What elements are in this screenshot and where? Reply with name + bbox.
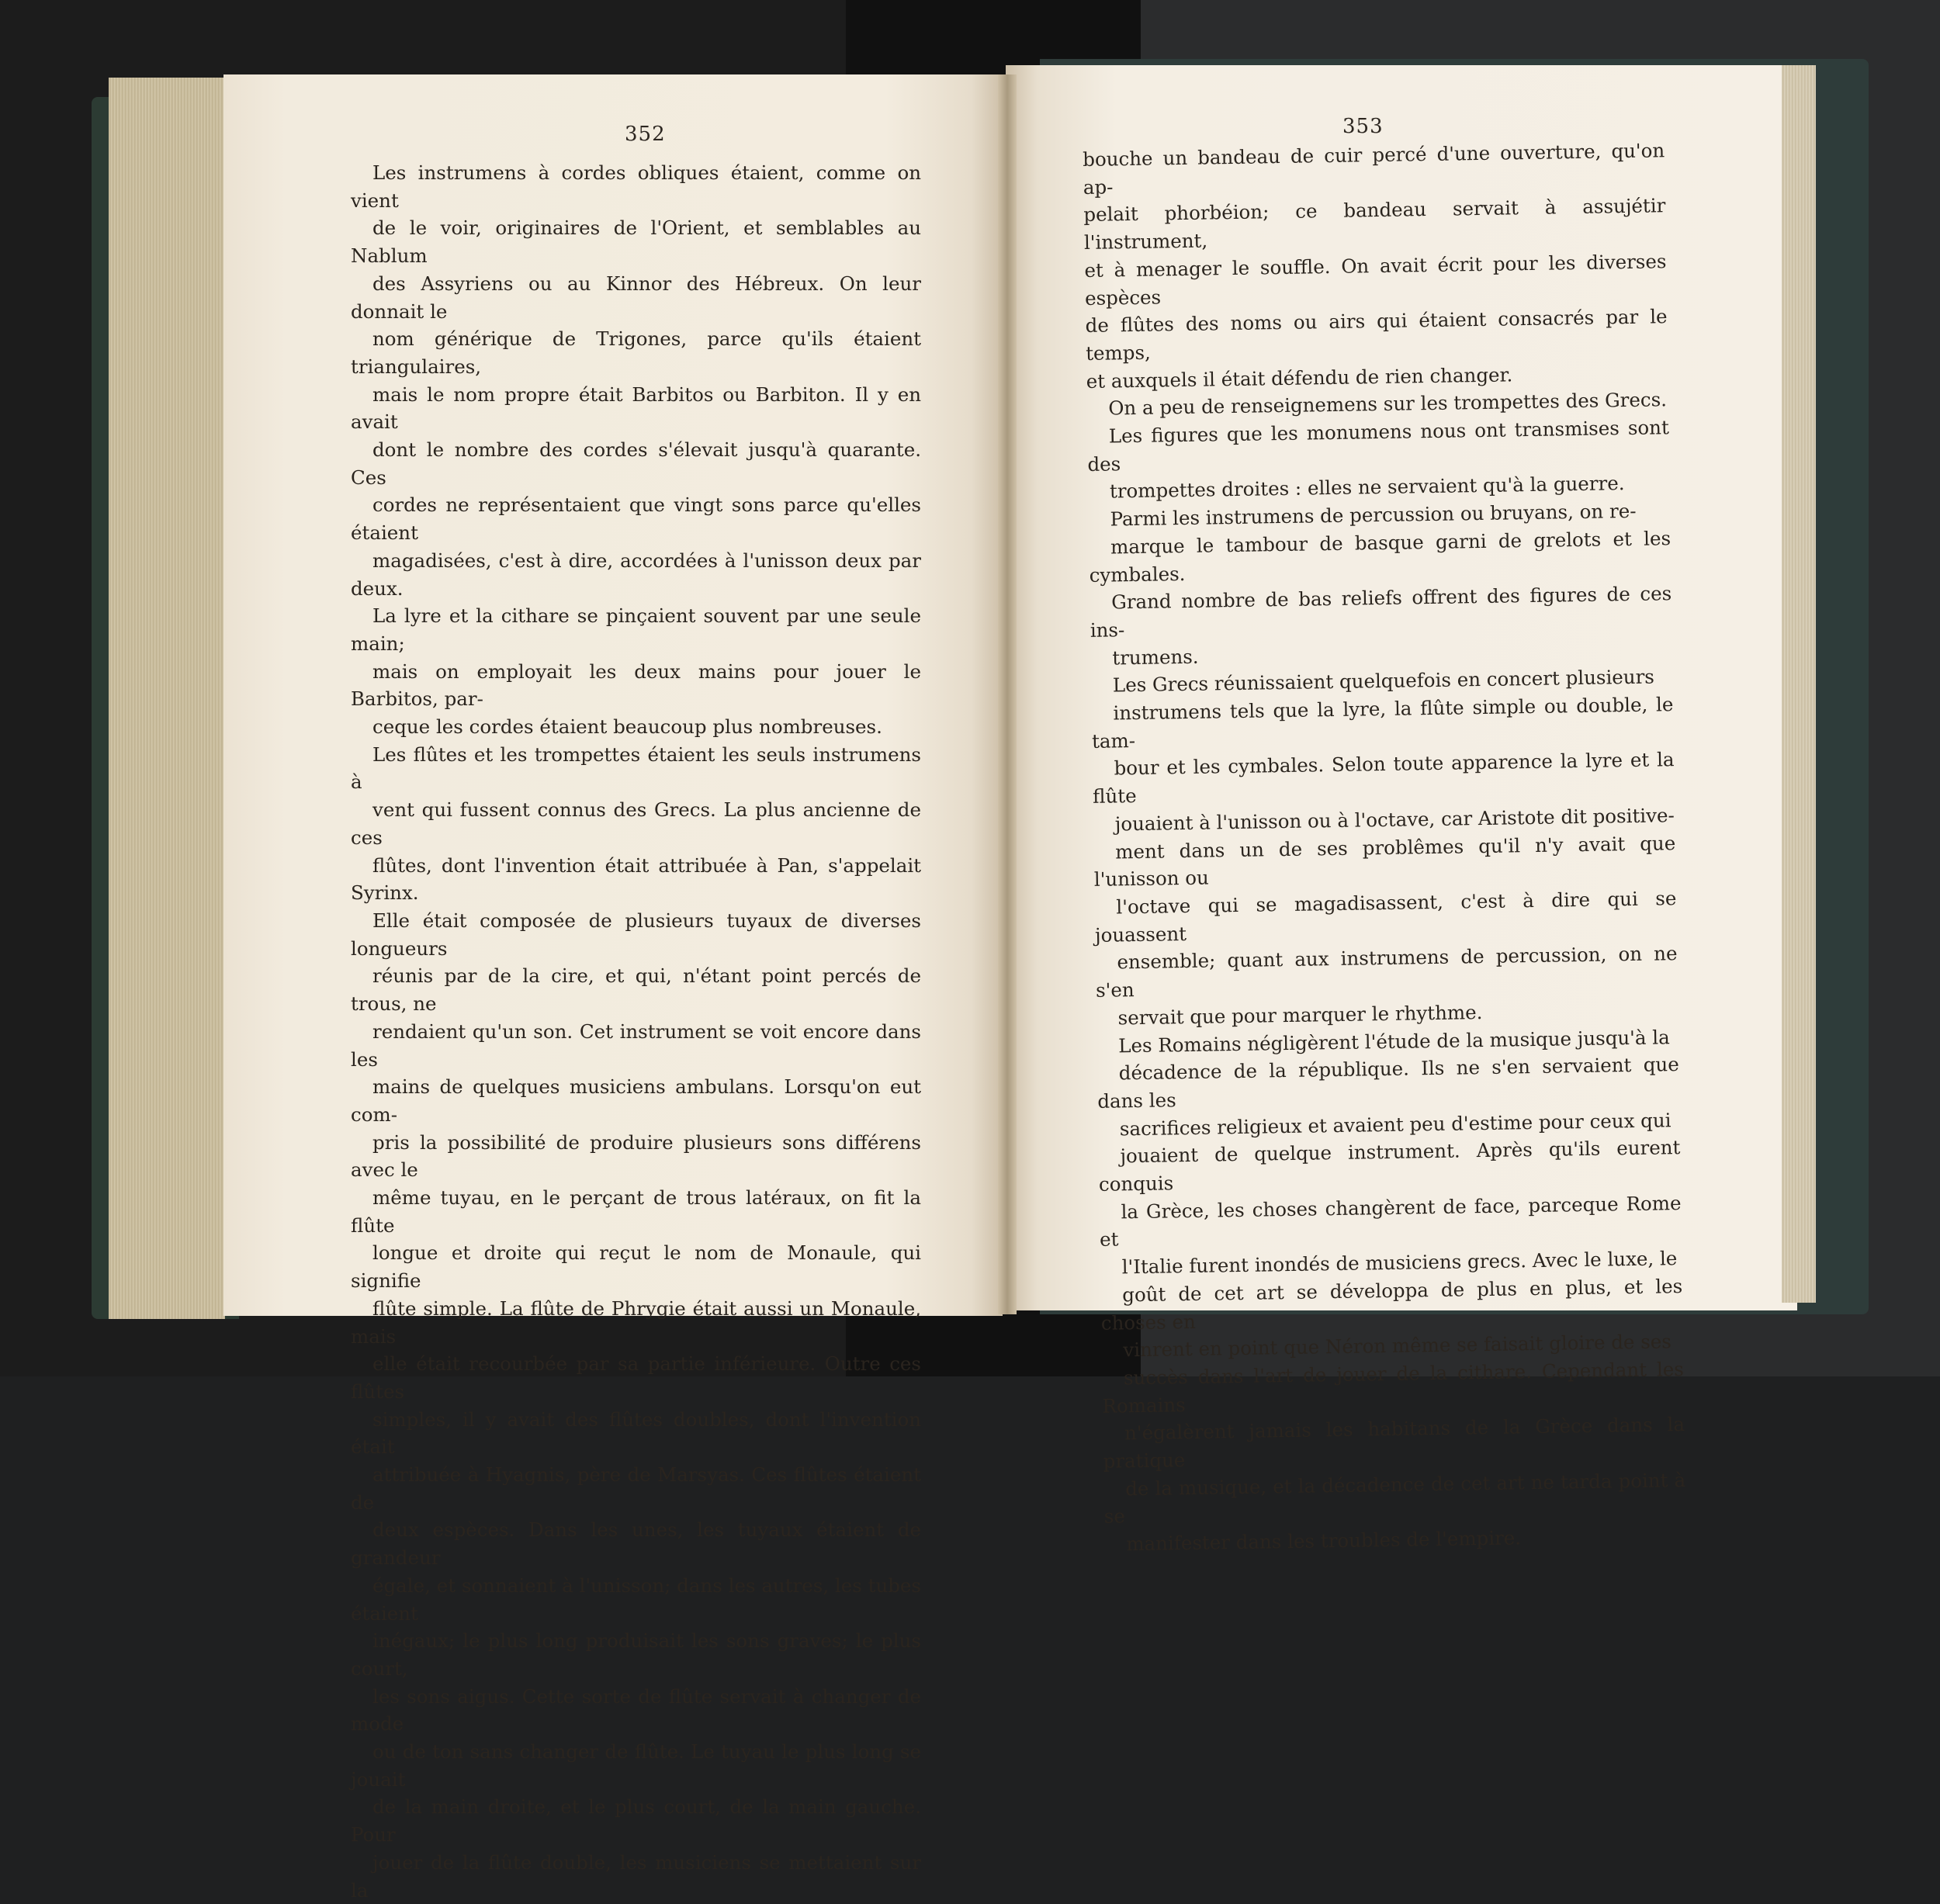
text-line: pelait phorbéion; ce bandeau servait à assujétir l'instrument, (1083, 194, 1666, 254)
text-line: jouaient de quelque instrument. Après qu'ils eurent conquis (1098, 1136, 1681, 1196)
text-line: de flûtes des noms ou airs qui étaient consacrés par le temps, (1085, 305, 1668, 365)
page-edges-right (1782, 65, 1816, 1303)
text-line: bour et les cymbales. Selon toute apparence la lyre et la flûte (1092, 748, 1675, 808)
text-line: servait que pour marquer le rhythme. (1117, 1000, 1483, 1030)
page-number-right: 353 (1342, 115, 1384, 138)
text-line: et à menager le souffle. On avait écrit pour les diverses espèces (1084, 250, 1667, 310)
page-edges-left (109, 78, 225, 1319)
text-line: de le voir, originaires de l'Orient, et semblables au Nablum (351, 216, 921, 268)
text-line: pris la possibilité de produire plusieurs sons différens avec le (351, 1130, 921, 1182)
text-line: Les flûtes et les trompettes étaient les seuls instrumens à (351, 743, 921, 794)
text-line: la Grèce, les choses changèrent de face, parceque Rome et (1099, 1191, 1682, 1251)
text-line: l'Italie furent inondés de musiciens grecs. Avec le luxe, le (1121, 1247, 1678, 1279)
text-line: mais le nom propre était Barbitos ou Barbiton. Il y en avait (351, 383, 921, 434)
text-line: simples, il y avait des flûtes doubles, dont l'invention était (351, 1407, 921, 1459)
text-line: les sons aigus. Cette sorte de flûte servait à changer de mode (351, 1684, 921, 1736)
text-line: elle était recourbée par sa partie inférieure. Outre ces flûtes (351, 1352, 921, 1403)
text-line: La lyre et la cithare se pinçaient souvent par une seule main; (351, 604, 921, 655)
paragraph (1088, 497, 1672, 672)
text-line: rendaient qu'un son. Cet instrument se voit encore dans les (351, 1020, 921, 1071)
text-line: sacrifices religieux et avaient peu d'estime pour ceux qui (1119, 1108, 1672, 1141)
paragraph (351, 159, 921, 741)
text-line: n'égalèrent jamais les habitans de la Grèce dans la pratique (1103, 1413, 1685, 1473)
text-line: ceque les cordes étaient beaucoup plus nombreuses. (372, 715, 882, 739)
text-line: réunis par de la cire, et qui, n'étant point percés de trous, ne (351, 964, 921, 1016)
text-line: trumens. (1112, 645, 1199, 670)
text-line: dont le nombre des cordes s'élevait jusqu'à quarante. Ces (351, 438, 921, 489)
text-line: même tuyau, en le perçant de trous latéraux, on fit la flûte (351, 1186, 921, 1237)
text-line: jouaient à l'unisson ou à l'octave, car Aristote dit positive- (1114, 804, 1675, 836)
book-gutter (998, 74, 1017, 1314)
text-line: trompettes droites : elles ne servaient qu'à la guerre. (1109, 472, 1625, 503)
text-line: Les Grecs réunissaient quelquefois en concert plusieurs (1112, 665, 1655, 697)
page-text-right (1083, 137, 1687, 1558)
text-line: flûte simple. La flûte de Phrygie était aussi un Monaule, mais (351, 1296, 921, 1348)
text-line: ou de ton sans changer de flûte. Le tuyau le plus long se jouait (351, 1740, 921, 1791)
text-line: succès dans l'art de jouer de la cithare. Cependant les Romains (1102, 1357, 1685, 1418)
page-text-left (351, 159, 921, 1904)
text-line: de la musique, et la décadence de cet art ne tarda point à se (1103, 1468, 1686, 1528)
text-line: Les figures que les monumens nous ont transmises sont des (1087, 416, 1670, 476)
text-line: manifester dans les troubles de l'empire. (1126, 1526, 1522, 1556)
text-line: On a peu de renseignemens sur les trompettes des Grecs. (1108, 388, 1668, 420)
text-line: magadisées, c'est à dire, accordées à l'unisson deux par deux. (351, 549, 921, 600)
paragraph (1091, 663, 1678, 1032)
page-number-left: 352 (625, 123, 666, 146)
text-line: flûtes, dont l'invention était attribuée à Pan, s'appelait Syrinx. (351, 853, 921, 905)
paragraph (1083, 137, 1668, 395)
text-line: longue et droite qui reçut le nom de Monaule, qui signifie (351, 1241, 921, 1293)
text-line: instrumens tels que la lyre, la flûte simple ou double, le tam- (1091, 693, 1674, 753)
text-line: l'octave qui se magadisassent, c'est à dire qui se jouassent (1094, 887, 1677, 947)
text-line: et auxquels il était défendu de rien changer. (1086, 362, 1513, 393)
text-line: goût de cet art se développa de plus en plus, et les choses en (1100, 1274, 1683, 1335)
text-line: égale, et sonnaient à l'unisson; dans les autres, les tubes étaient (351, 1573, 921, 1625)
text-line: Elle était composée de plusieurs tuyaux de diverses longueurs (351, 909, 921, 960)
text-line: ment dans un de ses problêmes qu'il n'y avait que l'unisson ou (1093, 831, 1676, 891)
text-line: vent qui fussent connus des Grecs. La plus ancienne de ces (351, 798, 921, 849)
text-line: cordes ne représentaient que vingt sons parce qu'elles étaient (351, 493, 921, 545)
paragraph (1086, 386, 1670, 507)
text-line: marque le tambour de basque garni de grelots et les cymbales. (1089, 527, 1672, 587)
text-line: inégaux; le plus long produisait les sons graves; le plus court, (351, 1629, 921, 1680)
text-line: jouer de la flûte double, les musiciens se mettaient sur la (351, 1850, 921, 1902)
text-line: Parmi les instrumens de percussion ou bruyans, on re- (1110, 499, 1637, 531)
text-line: de la main droite, et le plus court, de la main gauche. Pour (351, 1795, 921, 1847)
text-line: Les Romains négligèrent l'étude de la musique jusqu'à la (1117, 1025, 1670, 1057)
paragraph (1096, 1023, 1687, 1559)
text-line: décadence de la république. Ils ne s'en servaient que dans les (1097, 1053, 1679, 1113)
text-line: deux espèces. Dans les unes, les tuyaux étaient de grandeur (351, 1518, 921, 1570)
text-line: mais on employait les deux mains pour jouer le Barbitos, par- (351, 659, 921, 711)
text-line: vinrent en point que Néron même se faisait gloire de ses (1123, 1330, 1672, 1362)
text-line: attribuée à Hyagnis, père de Marsyas. Ces flûtes étaient de (351, 1463, 921, 1514)
paragraph (351, 741, 921, 1904)
text-line: nom générique de Trigones, parce qu'ils étaient triangulaires, (351, 327, 921, 378)
text-line: bouche un bandeau de cuir percé d'une ouverture, qu'on ap- (1083, 139, 1665, 199)
text-line: ensemble; quant aux instrumens de percussion, on ne s'en (1095, 942, 1678, 1002)
text-line: Grand nombre de bas reliefs offrent des figures de ces ins- (1090, 582, 1672, 642)
text-line: des Assyriens ou au Kinnor des Hébreux. On leur donnait le (351, 272, 921, 323)
text-line: mains de quelques musiciens ambulans. Lorsqu'on eut com- (351, 1075, 921, 1126)
text-line: Les instrumens à cordes obliques étaient, comme on vient (351, 161, 921, 212)
